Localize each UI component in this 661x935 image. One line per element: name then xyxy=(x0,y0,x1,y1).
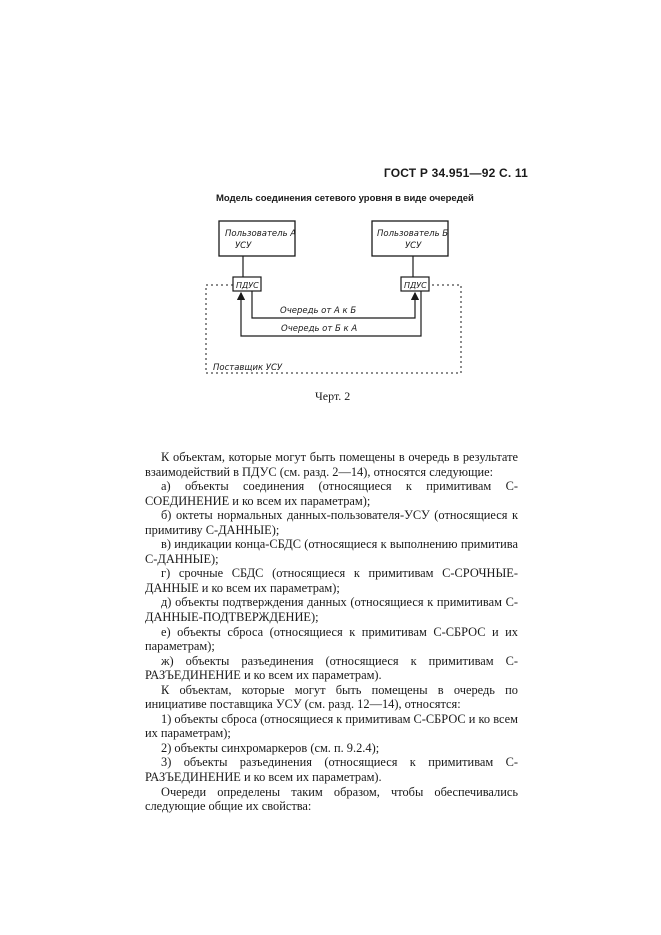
list-item: 2) объекты синхромаркеров (см. п. 9.2.4); xyxy=(161,740,380,755)
provider-label: Поставщик УСУ xyxy=(213,363,283,373)
list-item: е) объекты сброса (относящиеся к примитивам С-СБРОС и их параметрам); xyxy=(145,624,518,654)
user-a-label: Пользователь А xyxy=(225,229,297,239)
list-item: ж) объекты разъединения (относящиеся к примитивам С-РАЗЪЕДИНЕНИЕ и ко всем их параметрам). xyxy=(145,653,518,683)
user-a-sublabel: УСУ xyxy=(235,241,252,251)
document-header: ГОСТ Р 34.951—92 С. 11 xyxy=(383,166,528,180)
list-item: а) объекты соединения (относящиеся к примитивам С-СОЕДИНЕНИЕ и ко всем их параметрам); xyxy=(145,479,518,508)
list-item: б) октеты нормальных данных-пользователя-УСУ (относящиеся к примитиву С-ДАННЫЕ); xyxy=(145,508,518,537)
list-item: в) индикации конца-СБДС (относящиеся к выполнению примитива С-ДАННЫЕ); xyxy=(145,537,518,566)
user-b-label: Пользователь Б xyxy=(377,229,449,239)
queue-b-to-a-label: Очередь от Б к А xyxy=(281,324,358,334)
figure-title: Модель соединения сетевого уровня в виде очередей xyxy=(216,193,474,204)
paragraph: К объектам, которые могут быть помещены в очередь по инициативе поставщика УСУ (см. разд. 12—14), относятся: xyxy=(145,682,518,712)
pdus-left-label: ПДУС xyxy=(236,281,259,290)
paragraph: К объектам, которые могут быть помещены в очередь в результате взаимодействий в ПДУС (см. разд. 2—14), относятся следующие: xyxy=(145,450,518,479)
list-item: 1) объекты сброса (относящиеся к примитивам С-СБРОС и ко всем их параметрам); xyxy=(145,711,518,741)
pdus-right-label: ПДУС xyxy=(404,281,427,290)
queue-a-to-b-label: Очередь от А к Б xyxy=(280,306,357,316)
paragraph: Очереди определены таким образом, чтобы обеспечивались следующие общие их свойства: xyxy=(145,784,518,814)
body-text xyxy=(145,450,518,814)
list-item: г) срочные СБДС (относящиеся к примитивам С-СРОЧНЫЕ-ДАННЫЕ и ко всем их параметрам); xyxy=(145,566,518,595)
list-item: 3) объекты разъединения (относящиеся к примитивам С-РАЗЪЕДИНЕНИЕ и ко всем их параметрам). xyxy=(145,755,518,785)
list-item: д) объекты подтверждения данных (относящиеся к примитивам С-ДАННЫЕ-ПОДТВЕРЖДЕНИЕ); xyxy=(145,595,518,625)
user-b-sublabel: УСУ xyxy=(405,241,422,251)
figure-caption: Черт. 2 xyxy=(315,389,351,403)
